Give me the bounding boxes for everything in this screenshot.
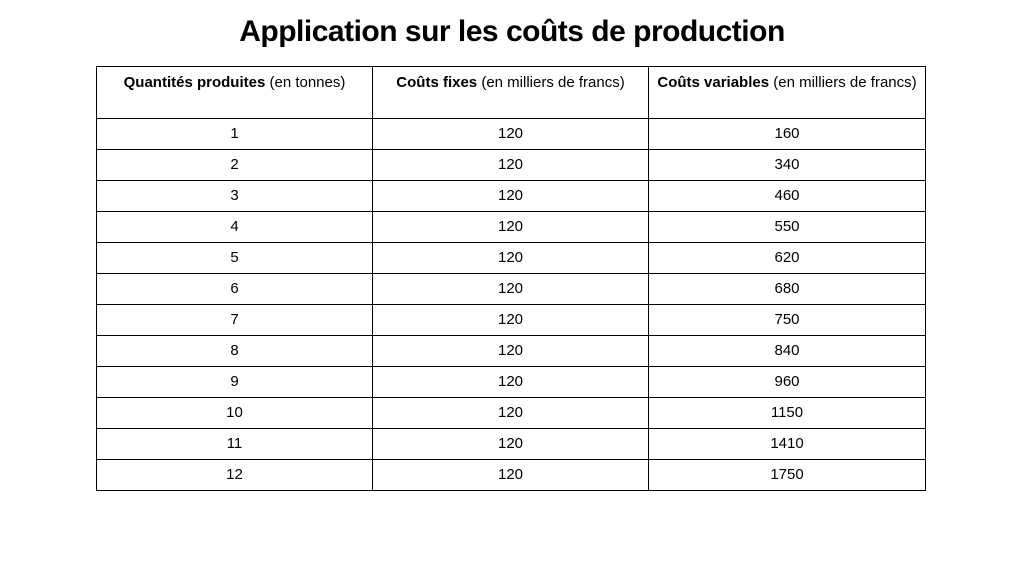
cell-quantity: 1 [97,119,373,150]
cell-variable-cost: 460 [649,181,926,212]
table-row [97,305,926,336]
header-variable-costs [649,67,926,119]
cell-quantity: 8 [97,336,373,367]
cell-variable-cost: 620 [649,243,926,274]
cell-quantity: 11 [97,429,373,460]
slide-title: Application sur les coûts de production [239,15,785,48]
cell-variable-cost: 1750 [649,460,926,491]
cell-variable-cost: 960 [649,367,926,398]
header-quantity-unit: (en tonnes) [265,74,346,91]
table-row [97,336,926,367]
cell-variable-cost: 340 [649,150,926,181]
cell-quantity: 6 [97,274,373,305]
cell-fixed-cost: 120 [373,243,649,274]
cell-fixed-cost: 120 [373,460,649,491]
table-row [97,150,926,181]
table-row [97,274,926,305]
cell-fixed-cost: 120 [373,181,649,212]
table-row [97,367,926,398]
table-row [97,243,926,274]
cell-variable-cost: 1150 [649,398,926,429]
cell-quantity: 12 [97,460,373,491]
cell-quantity: 10 [97,398,373,429]
table-row [97,212,926,243]
header-fixed-costs-bold: Coûts fixes [396,74,478,91]
table-row [97,181,926,212]
cell-fixed-cost: 120 [373,429,649,460]
production-costs-table [96,66,926,491]
cell-variable-cost: 840 [649,336,926,367]
table-header-row [97,67,926,119]
cell-fixed-cost: 120 [373,274,649,305]
header-fixed-costs-unit: (en milliers de francs) [477,74,625,91]
cell-fixed-cost: 120 [373,119,649,150]
cell-fixed-cost: 120 [373,212,649,243]
cell-quantity: 7 [97,305,373,336]
cell-fixed-cost: 120 [373,150,649,181]
cell-quantity: 5 [97,243,373,274]
cell-variable-cost: 1410 [649,429,926,460]
cell-quantity: 9 [97,367,373,398]
header-variable-costs-bold: Coûts variables [657,74,770,91]
cell-variable-cost: 550 [649,212,926,243]
header-variable-costs-unit: (en milliers de francs) [769,74,917,91]
cell-variable-cost: 160 [649,119,926,150]
header-quantity-bold: Quantités produites [123,74,266,91]
cell-variable-cost: 750 [649,305,926,336]
cell-fixed-cost: 120 [373,398,649,429]
cell-fixed-cost: 120 [373,305,649,336]
table-row [97,398,926,429]
header-quantity [97,67,373,119]
table-row [97,460,926,491]
table-row [97,119,926,150]
table-row [97,429,926,460]
cell-quantity: 3 [97,181,373,212]
header-fixed-costs [373,67,649,119]
cell-quantity: 2 [97,150,373,181]
cell-fixed-cost: 120 [373,336,649,367]
cell-variable-cost: 680 [649,274,926,305]
cell-fixed-cost: 120 [373,367,649,398]
cell-quantity: 4 [97,212,373,243]
